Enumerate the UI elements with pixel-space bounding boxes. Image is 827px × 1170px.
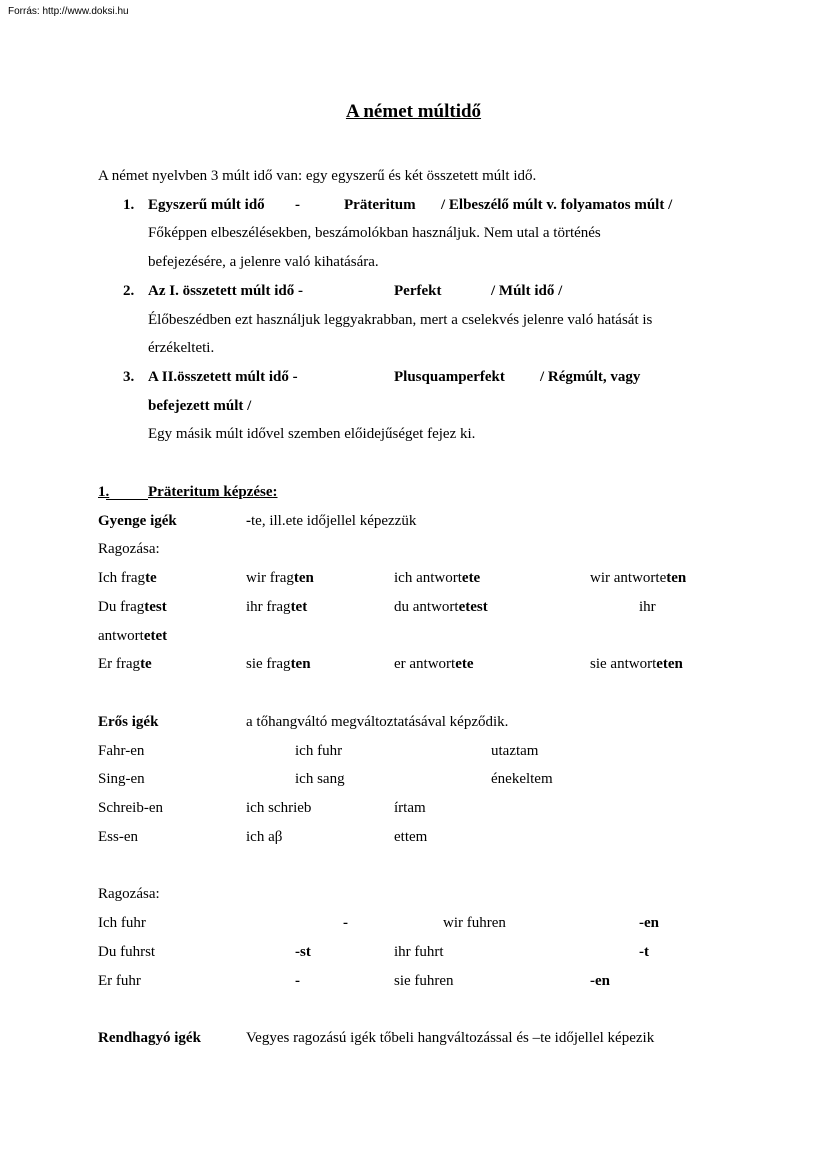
conj-ending: -en: [590, 973, 610, 989]
weak-cell: sie antworteten: [590, 656, 683, 672]
conj-form: sie fuhren: [394, 973, 454, 989]
tense-3-desc: Egy másik múlt idővel szemben előidejűséget fejez ki.: [148, 426, 476, 442]
tense-1-dash: -: [295, 197, 300, 213]
weak-cell: du antwortetest: [394, 599, 488, 615]
irregular-verbs-desc: Vegyes ragozású igék tőbeli hangváltozással és –te időjellel képezik: [246, 1030, 655, 1046]
conj-form: Ich fuhr: [98, 915, 146, 931]
tense-1-desc-line-1: Főképpen elbeszélésekben, beszámolókban használjuk. Nem utal a történés: [148, 225, 601, 241]
strong-verbs-desc: a tőhangváltó megváltoztatásával képződik.: [246, 714, 509, 730]
strong-infinitive: Schreib-en: [98, 800, 163, 816]
strong-ragozasa-label: Ragozása:: [98, 886, 160, 902]
weak-cell: Ich fragte: [98, 570, 157, 586]
weak-cell: Er fragte: [98, 656, 152, 672]
tense-2-desc-line-2: érzékelteti.: [148, 340, 215, 356]
weak-ragozasa-label: Ragozása:: [98, 541, 160, 557]
strong-past: ich sang: [295, 771, 345, 787]
tense-2-name: Az I. összetett múlt idő -: [148, 283, 303, 299]
tense-2-alias: / Múlt idő /: [491, 283, 563, 299]
weak-cell-wrap: antwortetet: [98, 628, 168, 644]
weak-cell: Du fragtest: [98, 599, 167, 615]
weak-cell: ihr: [639, 599, 656, 615]
strong-translation: énekeltem: [491, 771, 553, 787]
conj-ending: -en: [639, 915, 659, 931]
section-1-title: Präteritum képzése:: [148, 484, 278, 500]
irregular-verbs-label: Rendhagyó igék: [98, 1030, 201, 1046]
conj-form: Du fuhrst: [98, 944, 156, 960]
weak-verbs-desc: -te, ill.ete időjellel képezzük: [246, 513, 417, 529]
tense-1-desc-line-2: befejezésére, a jelenre való kihatására.: [148, 254, 379, 270]
weak-cell: er antwortete: [394, 656, 474, 672]
page-title: A német múltidő: [345, 101, 482, 122]
strong-past: ich schrieb: [246, 800, 312, 816]
strong-past: ich fuhr: [295, 743, 343, 759]
tense-3-alias-cont: befejezett múlt /: [148, 398, 252, 414]
strong-infinitive: Ess-en: [98, 829, 138, 845]
strong-translation: írtam: [394, 800, 426, 816]
weak-cell: ich antwortete: [394, 570, 481, 586]
weak-verbs-label: Gyenge igék: [98, 513, 177, 529]
intro-text: A német nyelvben 3 múlt idő van: egy egyszerű és két összetett múlt idő.: [98, 168, 537, 184]
weak-cell: wir fragten: [246, 570, 314, 586]
conj-form: ihr fuhrt: [394, 944, 444, 960]
tense-1-number: 1.: [123, 197, 135, 213]
conj-ending: -: [343, 915, 348, 931]
strong-translation: ettem: [394, 829, 428, 845]
tense-1-name: Egyszerű múlt idő: [148, 197, 265, 213]
strong-infinitive: Fahr-en: [98, 743, 145, 759]
weak-cell: wir antworteten: [590, 570, 687, 586]
strong-translation: utaztam: [491, 743, 539, 759]
tense-2-number: 2.: [123, 283, 135, 299]
section-1-number: 1.: [98, 484, 110, 500]
strong-verbs-label: Erős igék: [98, 714, 159, 730]
conj-ending: -st: [295, 944, 311, 960]
conj-form: wir fuhren: [443, 915, 506, 931]
tense-1-alias: / Elbeszélő múlt v. folyamatos múlt /: [441, 197, 673, 213]
tense-3-number: 3.: [123, 369, 135, 385]
tense-3-term: Plusquamperfekt: [394, 369, 505, 385]
conj-ending: -: [295, 973, 300, 989]
weak-cell: ihr fragtet: [246, 599, 308, 615]
conj-form: Er fuhr: [98, 973, 141, 989]
strong-past: ich aβ: [246, 829, 283, 845]
weak-cell: sie fragten: [246, 656, 311, 672]
tense-3-name: A II.összetett múlt idő -: [148, 369, 298, 385]
conj-ending: -t: [639, 944, 649, 960]
section-1-underline-gap: [106, 483, 148, 500]
tense-2-term: Perfekt: [394, 283, 442, 299]
tense-2-desc-line-1: Élőbeszédben ezt használjuk leggyakrabban, mert a cselekvés jelenre való hatását is: [148, 312, 653, 328]
tense-3-alias: / Régmúlt, vagy: [540, 369, 641, 385]
source-note: Forrás: http://www.doksi.hu: [8, 6, 129, 17]
tense-1-term: Präteritum: [344, 197, 416, 213]
strong-infinitive: Sing-en: [98, 771, 145, 787]
